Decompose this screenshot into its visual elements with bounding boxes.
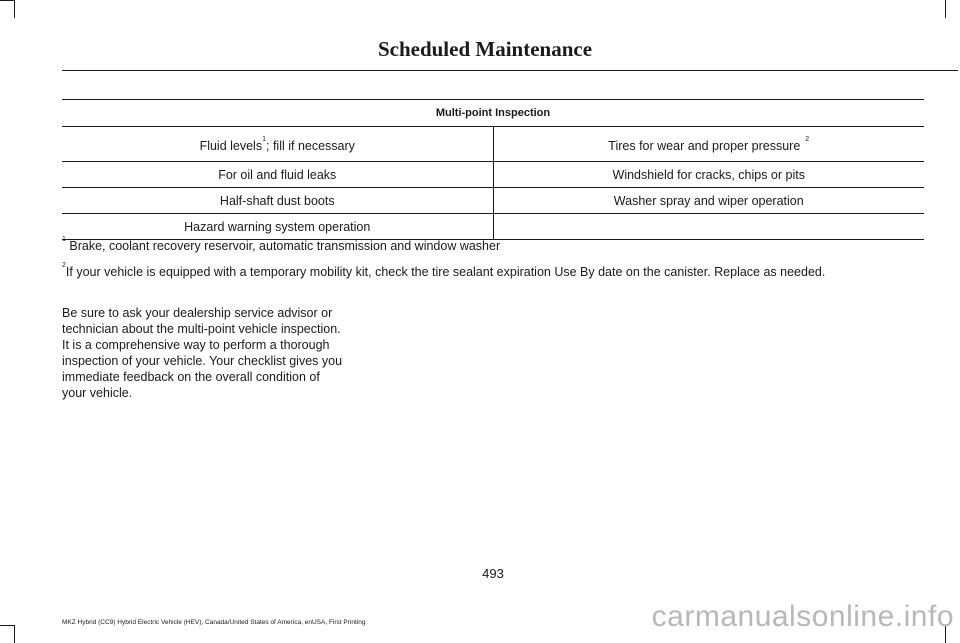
page-number: 493 <box>482 566 504 581</box>
table-cell: Windshield for cracks, chips or pits <box>493 162 924 188</box>
table-row <box>62 162 924 188</box>
body-paragraph: Be sure to ask your dealership service advisor or technician about the multi-point vehicle inspection. It is a comprehensive way to perform a thorough inspection of your vehicle. Your checklist gives you immediate feedback on the overall condition of your vehicle. <box>62 306 343 400</box>
crop-mark <box>945 0 946 18</box>
footnote-marker: 1 <box>262 135 266 143</box>
table-row <box>62 188 924 214</box>
crop-mark <box>0 625 14 626</box>
table-cell: Tires for wear and proper pressure $^2$ <box>493 127 924 162</box>
table-cell <box>493 214 924 240</box>
crop-mark <box>14 625 15 643</box>
table-cell: Fluid levels$^1$; fill if necessary <box>62 127 493 162</box>
footnote-text: If your vehicle is equipped with a temporary mobility kit, check the tire sealant expiration Use By date on the canister. Replace as needed. <box>65 265 826 279</box>
title-rule <box>62 70 958 71</box>
table-row <box>62 214 924 240</box>
crop-mark <box>14 0 15 18</box>
crop-mark <box>0 0 14 1</box>
footnote <box>62 262 826 279</box>
footnote <box>62 236 501 253</box>
table-cell: Washer spray and wiper operation <box>493 188 924 214</box>
footnote-marker: 2 <box>805 135 810 143</box>
footnote-text: Brake, coolant recovery reservoir, automatic transmission and window washer <box>65 239 501 253</box>
watermark: carmanualsonline.info <box>651 600 954 633</box>
page-footer: MKZ Hybrid (CC9) Hybrid Electric Vehicle (HEV), Canada/United States of America, enUSA, First Printing <box>62 619 366 626</box>
inspection-table <box>62 99 924 240</box>
footnote-marker: 1 <box>62 236 66 243</box>
table-row <box>62 127 924 162</box>
table-cell: Hazard warning system operation <box>62 214 493 240</box>
table-cell: Half-shaft dust boots <box>62 188 493 214</box>
table-title: Multi-point Inspection <box>62 100 924 127</box>
table-cell: For oil and fluid leaks <box>62 162 493 188</box>
footnote-marker: 2 <box>62 262 66 269</box>
page-title: Scheduled Maintenance <box>377 37 593 61</box>
